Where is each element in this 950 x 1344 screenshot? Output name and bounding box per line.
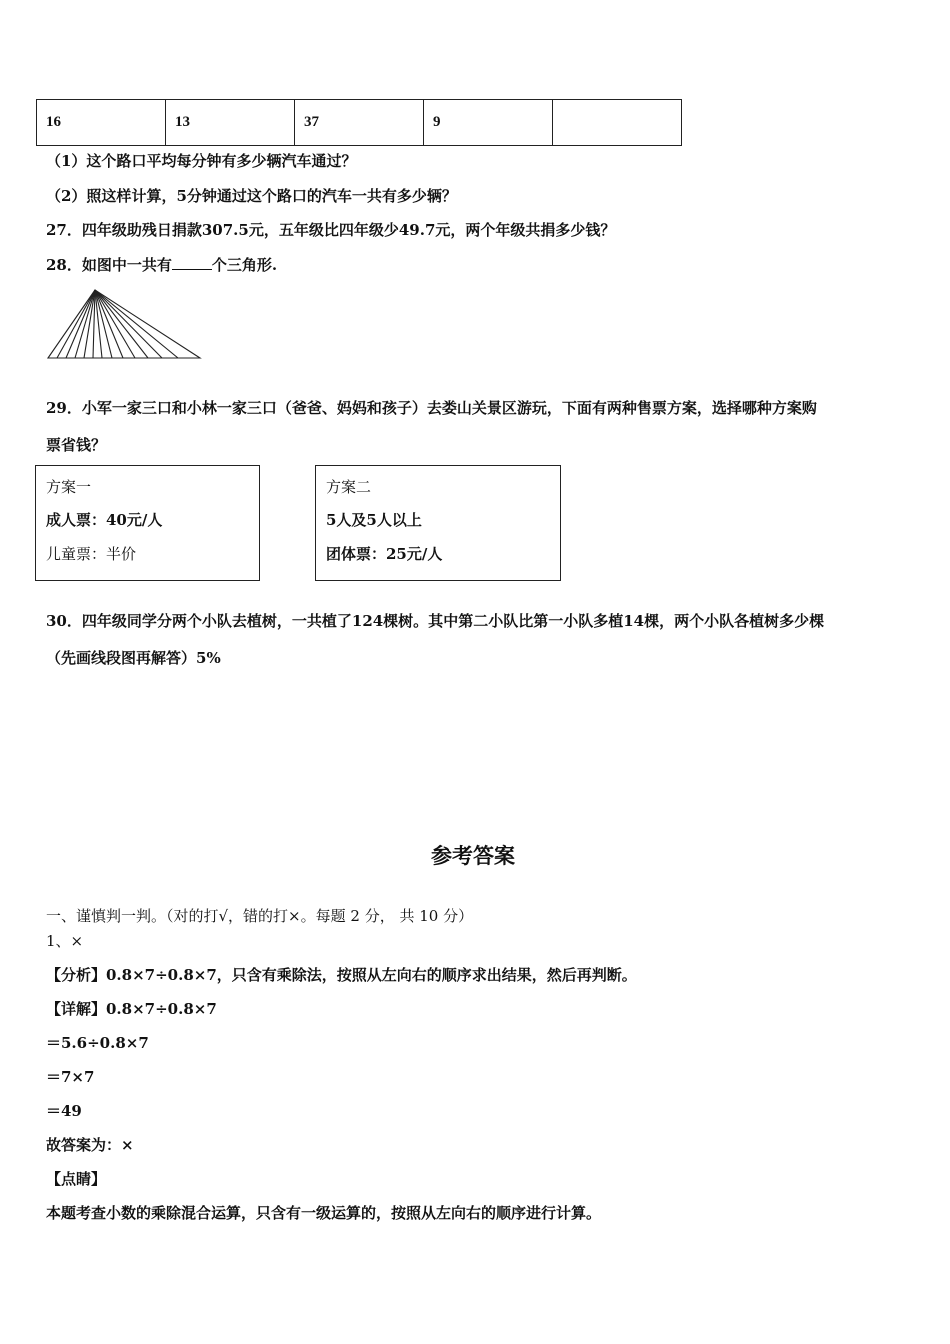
plan-one-box xyxy=(35,465,260,581)
plan-two-box xyxy=(315,465,561,581)
plan-one-line1: 成人票：40元/人 xyxy=(46,511,163,529)
q27-text: 27．四年级助残日捐款307.5元，五年级比四年级少49.7元，两个年级共捐多少钱？ xyxy=(46,221,616,239)
plan-one-title: 方案一 xyxy=(46,478,92,496)
q28-after: 个三角形. xyxy=(211,256,278,274)
plan-two-line1: 5人及5人以上 xyxy=(326,511,422,529)
triangle-fan-figure xyxy=(44,286,206,364)
q30-line2: （先画线段图再解答）5% xyxy=(46,649,221,667)
answer-step: ＝7×7 xyxy=(46,1068,95,1086)
q26-sub1: （1）这个路口平均每分钟有多少辆汽车通过？ xyxy=(46,152,357,170)
table-cell: 9 xyxy=(424,100,553,146)
q29-line1: 29．小军一家三口和小林一家三口（爸爸、妈妈和孩子）去娄山关景区游玩，下面有两种售票方案，选择哪种方案购 xyxy=(46,399,817,417)
answer-comment: 本题考查小数的乘除混合运算，只含有一级运算的，按照从左向右的顺序进行计算。 xyxy=(46,1204,602,1222)
answer-conclusion: 故答案为：× xyxy=(46,1136,134,1154)
answers-title: 参考答案 xyxy=(431,843,515,868)
vehicle-count-table xyxy=(36,99,682,146)
answer-item: 1、× xyxy=(46,932,84,950)
plan-two-title: 方案二 xyxy=(326,478,372,496)
table-cell: 16 xyxy=(37,100,166,146)
table-cell xyxy=(553,100,682,146)
answer-comment-label: 【点睛】 xyxy=(46,1170,107,1188)
table-row xyxy=(37,100,682,146)
q28-text xyxy=(46,254,277,275)
answer-analysis: 【分析】0.8×7÷0.8×7，只含有乘除法，按照从左向右的顺序求出结果，然后再判断。 xyxy=(46,966,637,984)
answer-step: ＝5.6÷0.8×7 xyxy=(46,1034,149,1052)
table-cell: 13 xyxy=(166,100,295,146)
q29-line2: 票省钱？ xyxy=(46,436,107,454)
plan-two-line2: 团体票：25元/人 xyxy=(326,545,443,563)
answer-step: ＝49 xyxy=(46,1102,82,1120)
q26-sub2: （2）照这样计算，5分钟通过这个路口的汽车一共有多少辆？ xyxy=(46,187,457,205)
plan-one-line2: 儿童票：半价 xyxy=(46,545,137,563)
q30-line1: 30．四年级同学分两个小队去植树，一共植了124棵树。其中第二小队比第一小队多植14棵，两个小队各植树多少棵 xyxy=(46,612,825,630)
answers-section-heading: 一、谨慎判一判。（对的打√，错的打×。每题 2 分， 共 10 分） xyxy=(46,907,474,925)
table-cell: 37 xyxy=(295,100,424,146)
q28-before: 28．如图中一共有 xyxy=(46,256,172,274)
answer-detail: 【详解】0.8×7÷0.8×7 xyxy=(46,1000,217,1018)
answer-blank xyxy=(172,255,212,270)
